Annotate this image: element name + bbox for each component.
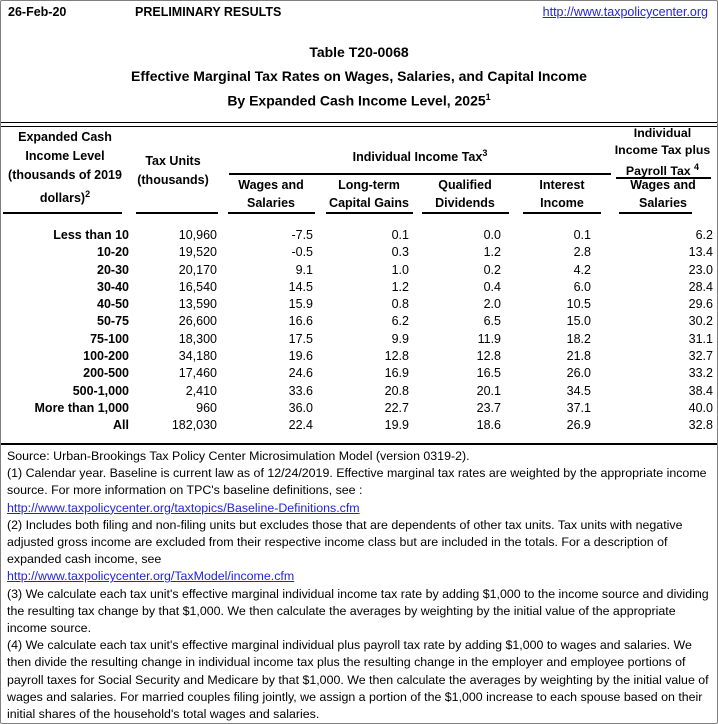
table-row	[1, 227, 713, 244]
footnote-ref-2: 2	[85, 189, 91, 199]
cell-dividends: 18.6	[476, 418, 501, 433]
cell-wages-payroll: 31.1	[688, 331, 713, 346]
table-bottom-rule	[1, 443, 717, 445]
cell-interest: 34.5	[566, 383, 591, 398]
cell-dividends: 0.0	[483, 228, 501, 242]
cell-dividends: 2.0	[483, 297, 501, 312]
cell-ltcg: 0.1	[391, 228, 409, 242]
row-label: 100-200	[83, 349, 129, 364]
cell-dividends: 1.2	[483, 245, 501, 260]
cell-wages-payroll: 32.8	[688, 418, 713, 433]
cell-wages: 15.9	[288, 297, 313, 312]
table-row	[1, 262, 713, 279]
cell-wages: -0.5	[291, 245, 313, 260]
cell-tax-units: 26,600	[178, 314, 217, 329]
cell-tax-units: 19,520	[178, 245, 217, 260]
table-subtitle: By Expanded Cash Income Level, 2025$^1$	[227, 92, 491, 109]
cell-interest: 6.0	[573, 279, 591, 294]
column-header-wages-salaries: Wages and Salaries	[238, 178, 304, 210]
header-underline-ltcg	[326, 212, 413, 214]
header-underline-income-level	[3, 212, 122, 214]
column-header-wages-salaries-payroll: Wages and Salaries	[630, 178, 696, 210]
row-label: 50-75	[97, 314, 129, 329]
cell-interest: 10.5	[566, 297, 591, 312]
row-label: 30-40	[97, 279, 129, 294]
cell-wages-payroll: 40.0	[688, 400, 713, 415]
cell-wages: 9.1	[295, 262, 313, 277]
cell-wages-payroll: 28.4	[688, 279, 713, 294]
cell-dividends: 16.5	[476, 366, 501, 381]
cell-tax-units: 960	[196, 400, 217, 415]
source-note: Source: Urban-Brookings Tax Policy Center Microsimulation Model (version 0319-2).	[7, 449, 470, 463]
cell-dividends: 11.9	[477, 331, 501, 346]
cell-dividends: 0.4	[483, 279, 501, 294]
row-label: 10-20	[97, 245, 129, 260]
individual-income-tax-group-rule	[229, 173, 611, 175]
cell-tax-units: 20,170	[178, 262, 217, 277]
income-definition-link[interactable]: http://www.taxpolicycenter.org/TaxModel/income.cfm	[7, 569, 295, 584]
table-row	[1, 313, 713, 330]
cell-ltcg: 6.2	[391, 314, 409, 329]
row-label: 200-500	[83, 366, 129, 381]
cell-dividends: 6.5	[483, 314, 501, 329]
cell-ltcg: 22.7	[384, 400, 409, 415]
taxpolicycenter-link[interactable]: http://www.taxpolicycenter.org	[542, 5, 708, 19]
cell-interest: 4.2	[573, 262, 591, 277]
table-row	[1, 365, 713, 382]
footnote-3: (3) We calculate each tax unit's effective marginal individual income tax rate by adding $1,000 to the income source and dividing the resulting tax change by that $1,000. We then calculate the averages by weighting by the initial value of the appropriate income source.	[7, 586, 709, 636]
cell-ltcg: 9.9	[391, 331, 409, 346]
cell-interest: 0.1	[573, 228, 591, 242]
cell-dividends: 12.8	[476, 349, 501, 364]
table-row	[1, 383, 713, 400]
cell-ltcg: 12.8	[384, 349, 409, 364]
cell-ltcg: 1.0	[391, 262, 409, 277]
table-row	[1, 400, 713, 417]
cell-tax-units: 18,300	[178, 331, 217, 346]
cell-wages: 22.4	[288, 418, 313, 433]
footnote-ref-1: 1	[485, 92, 491, 102]
cell-wages-payroll: 29.6	[688, 297, 713, 312]
row-label: More than 1,000	[34, 400, 129, 415]
report-date: 26-Feb-20	[8, 5, 67, 19]
cell-dividends: 23.7	[476, 400, 501, 415]
cell-wages-payroll: 38.4	[688, 383, 713, 398]
footnotes-section	[7, 448, 714, 723]
preliminary-results-label: PRELIMINARY RESULTS	[135, 5, 282, 19]
header-underline-wages-payroll	[619, 212, 692, 214]
cell-tax-units: 16,540	[178, 279, 217, 294]
cell-wages: 16.6	[288, 314, 313, 329]
cell-wages-payroll: 30.2	[688, 314, 713, 329]
table-top-double-rule	[1, 122, 717, 127]
cell-interest: 21.8	[566, 349, 591, 364]
cell-tax-units: 13,590	[178, 297, 217, 312]
cell-wages: 33.6	[288, 383, 313, 398]
footnote-4: (4) We calculate each tax unit's effective marginal individual plus payroll tax rate by adding $1,000 to wages and salaries. We then divide the resulting change in individual income tax plus the resulting change in the employer and employee portions of payroll taxes for Social Security and Medicare by that $1,000. We then calculate the averages by weighting by the initial value of wages and salaries. For married couples filing jointly, we assign a portion of the $1,000 increase to each spouse based on their initial shares of the household's total wages and salaries.	[7, 638, 709, 722]
cell-ltcg: 19.9	[384, 418, 409, 433]
table-row	[1, 348, 713, 365]
column-header-interest-income: Interest Income	[539, 178, 585, 210]
cell-tax-units: 34,180	[178, 349, 217, 364]
cell-ltcg: 1.2	[391, 279, 409, 294]
table-row	[1, 296, 713, 313]
cell-tax-units: 10,960	[178, 228, 217, 242]
header-underline-tax-units	[136, 212, 218, 214]
row-label: 500-1,000	[72, 383, 129, 398]
cell-wages-payroll: 6.2	[695, 228, 713, 242]
cell-wages: 17.5	[288, 331, 313, 346]
footnote-ref-3: 3	[482, 148, 488, 158]
header-underline-interest	[523, 212, 601, 214]
cell-wages-payroll: 33.2	[688, 366, 713, 381]
group-header-iit-plus-payroll-tax: Individual Income Tax plus Payroll Tax $^4$	[614, 126, 711, 179]
cell-interest: 18.2	[566, 331, 591, 346]
table-row	[1, 279, 713, 296]
cell-wages: -7.5	[291, 228, 313, 242]
column-header-long-term-capital-gains: Long-term Capital Gains	[329, 178, 409, 210]
cell-dividends: 0.2	[483, 262, 501, 277]
cell-wages-payroll: 32.7	[688, 349, 713, 364]
header-underline-dividends	[422, 212, 509, 214]
cell-tax-units: 2,410	[185, 383, 217, 398]
cell-wages: 19.6	[288, 349, 313, 364]
cell-wages-payroll: 13.4	[688, 245, 713, 260]
table-main-title: Effective Marginal Tax Rates on Wages, Salaries, and Capital Income	[131, 68, 587, 84]
row-label: 40-50	[97, 297, 129, 312]
table-row	[1, 331, 713, 348]
cell-tax-units: 182,030	[171, 418, 217, 433]
cell-wages: 36.0	[288, 400, 313, 415]
cell-dividends: 20.1	[476, 383, 501, 398]
column-header-tax-units: Tax Units (thousands)	[137, 154, 209, 187]
table-row	[1, 244, 713, 261]
row-label: Less than 10	[53, 228, 129, 242]
cell-ltcg: 0.8	[391, 297, 409, 312]
footnote-2: (2) Includes both filing and non-filing units but excludes those that are dependents of other tax units. Tax units with negative adjusted gross income are excluded from their respective income class but are included in the totals. For a description of expanded cash income, see	[7, 517, 683, 567]
cell-interest: 2.8	[573, 245, 591, 260]
table-number-title: Table T20-0068	[309, 44, 409, 60]
cell-tax-units: 17,460	[178, 366, 217, 381]
cell-wages-payroll: 23.0	[688, 262, 713, 277]
table-row-total	[1, 417, 713, 434]
cell-ltcg: 16.9	[384, 366, 409, 381]
footnote-1: (1) Calendar year. Baseline is current law as of 12/24/2019. Effective marginal tax rates are weighted by the appropriate income source. For more information on TPC's baseline definitions, see :	[7, 466, 707, 498]
cell-interest: 15.0	[566, 314, 591, 329]
row-label: 75-100	[90, 331, 129, 346]
cell-ltcg: 20.8	[384, 383, 409, 398]
column-header-income-level: Expanded Cash Income Level (thousands of 2019 dollars)$^2$	[8, 130, 122, 206]
cell-wages: 24.6	[288, 366, 313, 381]
cell-wages: 14.5	[288, 279, 313, 294]
group-header-individual-income-tax: Individual Income Tax$^3$	[352, 148, 488, 165]
tax-rates-table	[1, 227, 713, 435]
column-header-qualified-dividends: Qualified Dividends	[435, 178, 495, 210]
row-label: All	[113, 418, 129, 433]
cell-ltcg: 0.3	[391, 245, 409, 260]
cell-interest: 37.1	[566, 400, 591, 415]
cell-interest: 26.9	[566, 418, 591, 433]
baseline-definitions-link[interactable]: http://www.taxpolicycenter.org/taxtopics/Baseline-Definitions.cfm	[7, 500, 360, 515]
cell-interest: 26.0	[566, 366, 591, 381]
footnote-ref-4: 4	[694, 162, 700, 172]
row-label: 20-30	[97, 262, 129, 277]
header-underline-wages	[228, 212, 315, 214]
